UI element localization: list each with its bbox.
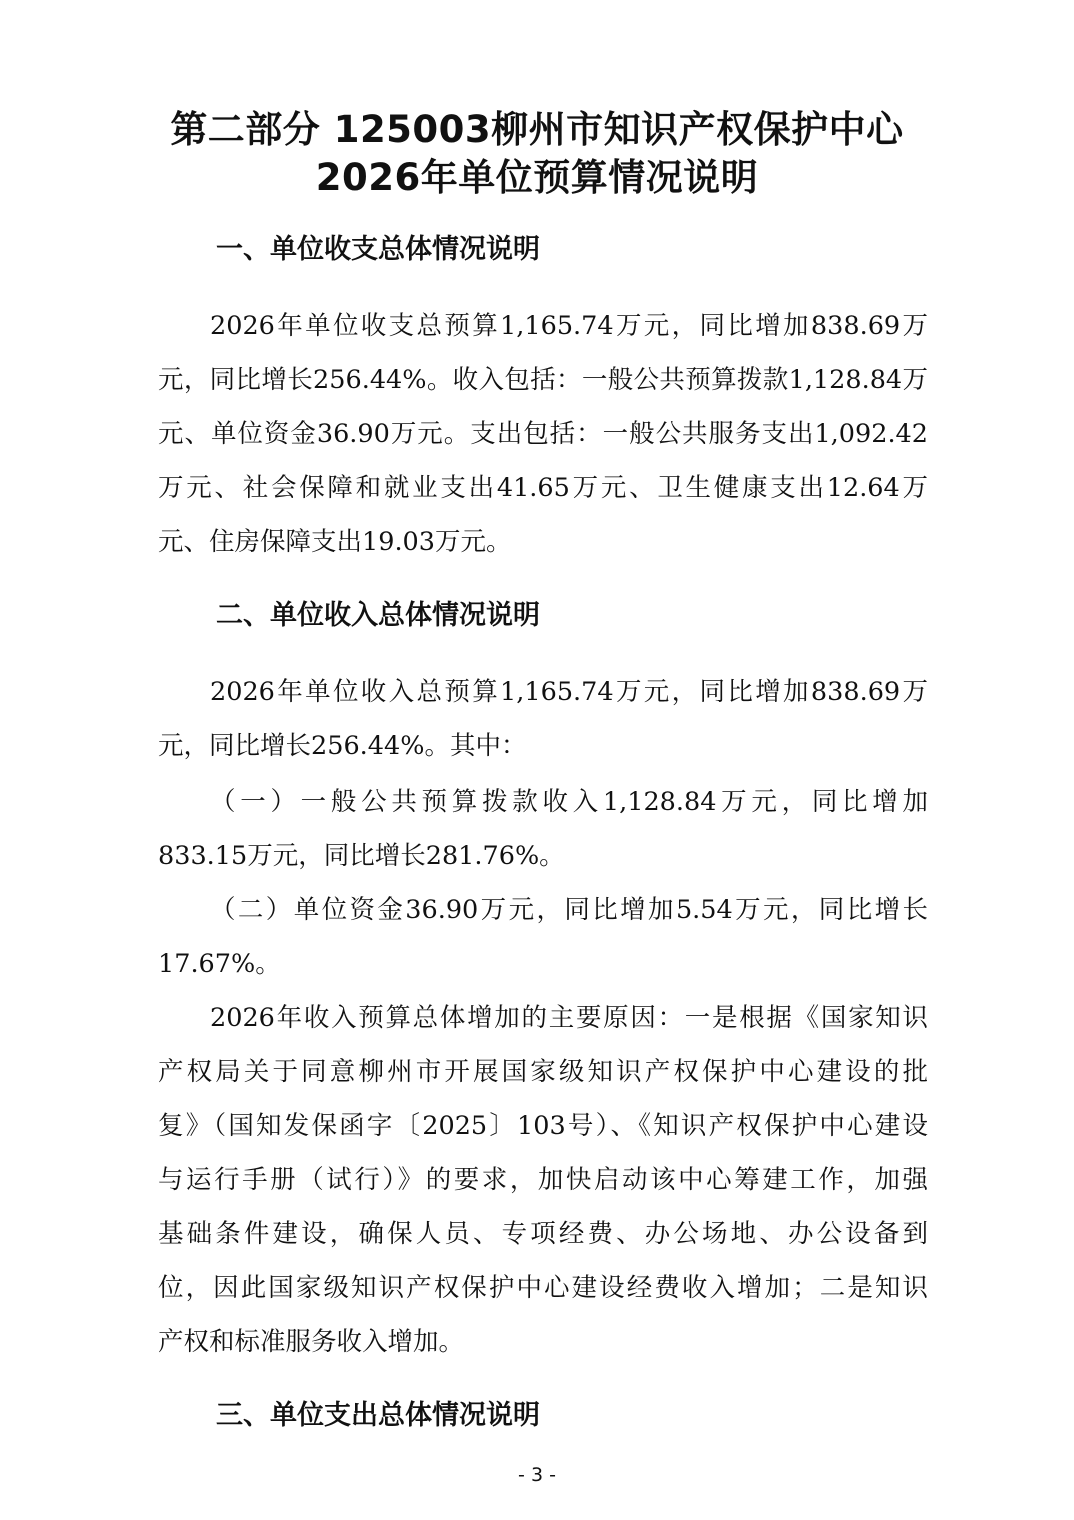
paragraph-line: 复》（国知发保函字〔2025〕103号）、《知识产权保护中心建设	[158, 1111, 928, 1141]
paragraph-line: （一）一般公共预算拨款收入1,128.84万元，同比增加	[210, 787, 928, 817]
paragraph-line: 位，因此国家级知识产权保护中心建设经费收入增加；二是知识	[158, 1273, 928, 1303]
title-line-1: 第二部分 125003柳州市知识产权保护中心	[170, 108, 904, 151]
paragraph-line: 元，同比增长256.44%。收入包括：一般公共预算拨款1,128.84万	[158, 365, 928, 395]
paragraph-line: 元、住房保障支出19.03万元。	[158, 527, 512, 557]
paragraph-line: 元，同比增长256.44%。其中：	[158, 731, 527, 761]
paragraph-line: 万元、社会保障和就业支出41.65万元、卫生健康支出12.64万	[158, 473, 928, 503]
section-heading-3: 三、单位支出总体情况说明	[216, 1400, 540, 1431]
paragraph-line: 833.15万元，同比增长281.76%。	[158, 841, 565, 871]
title-line-2: 2026年单位预算情况说明	[315, 156, 759, 199]
page-number: - 3 -	[518, 1464, 556, 1486]
paragraph-line: 2026年单位收支总预算1,165.74万元，同比增加838.69万	[210, 311, 928, 341]
paragraph-line: 基础条件建设，确保人员、专项经费、办公场地、办公设备到	[158, 1219, 928, 1249]
section-heading-2: 二、单位收入总体情况说明	[216, 600, 540, 631]
section-heading-1: 一、单位收支总体情况说明	[216, 234, 540, 265]
paragraph-line: 与运行手册（试行）》的要求，加快启动该中心筹建工作，加强	[158, 1165, 928, 1195]
paragraph-line: 产权局关于同意柳州市开展国家级知识产权保护中心建设的批	[158, 1057, 928, 1087]
document-title	[120, 106, 954, 202]
paragraph-line: （二）单位资金36.90万元，同比增加5.54万元，同比增长	[210, 895, 928, 925]
paragraph-line: 2026年收入预算总体增加的主要原因：一是根据《国家知识	[210, 1003, 928, 1033]
paragraph-line: 元、单位资金36.90万元。支出包括：一般公共服务支出1,092.42	[158, 419, 928, 449]
paragraph-line: 2026年单位收入总预算1,165.74万元，同比增加838.69万	[210, 677, 928, 707]
paragraph-line: 17.67%。	[158, 949, 281, 979]
paragraph-line: 产权和标准服务收入增加。	[158, 1327, 465, 1357]
